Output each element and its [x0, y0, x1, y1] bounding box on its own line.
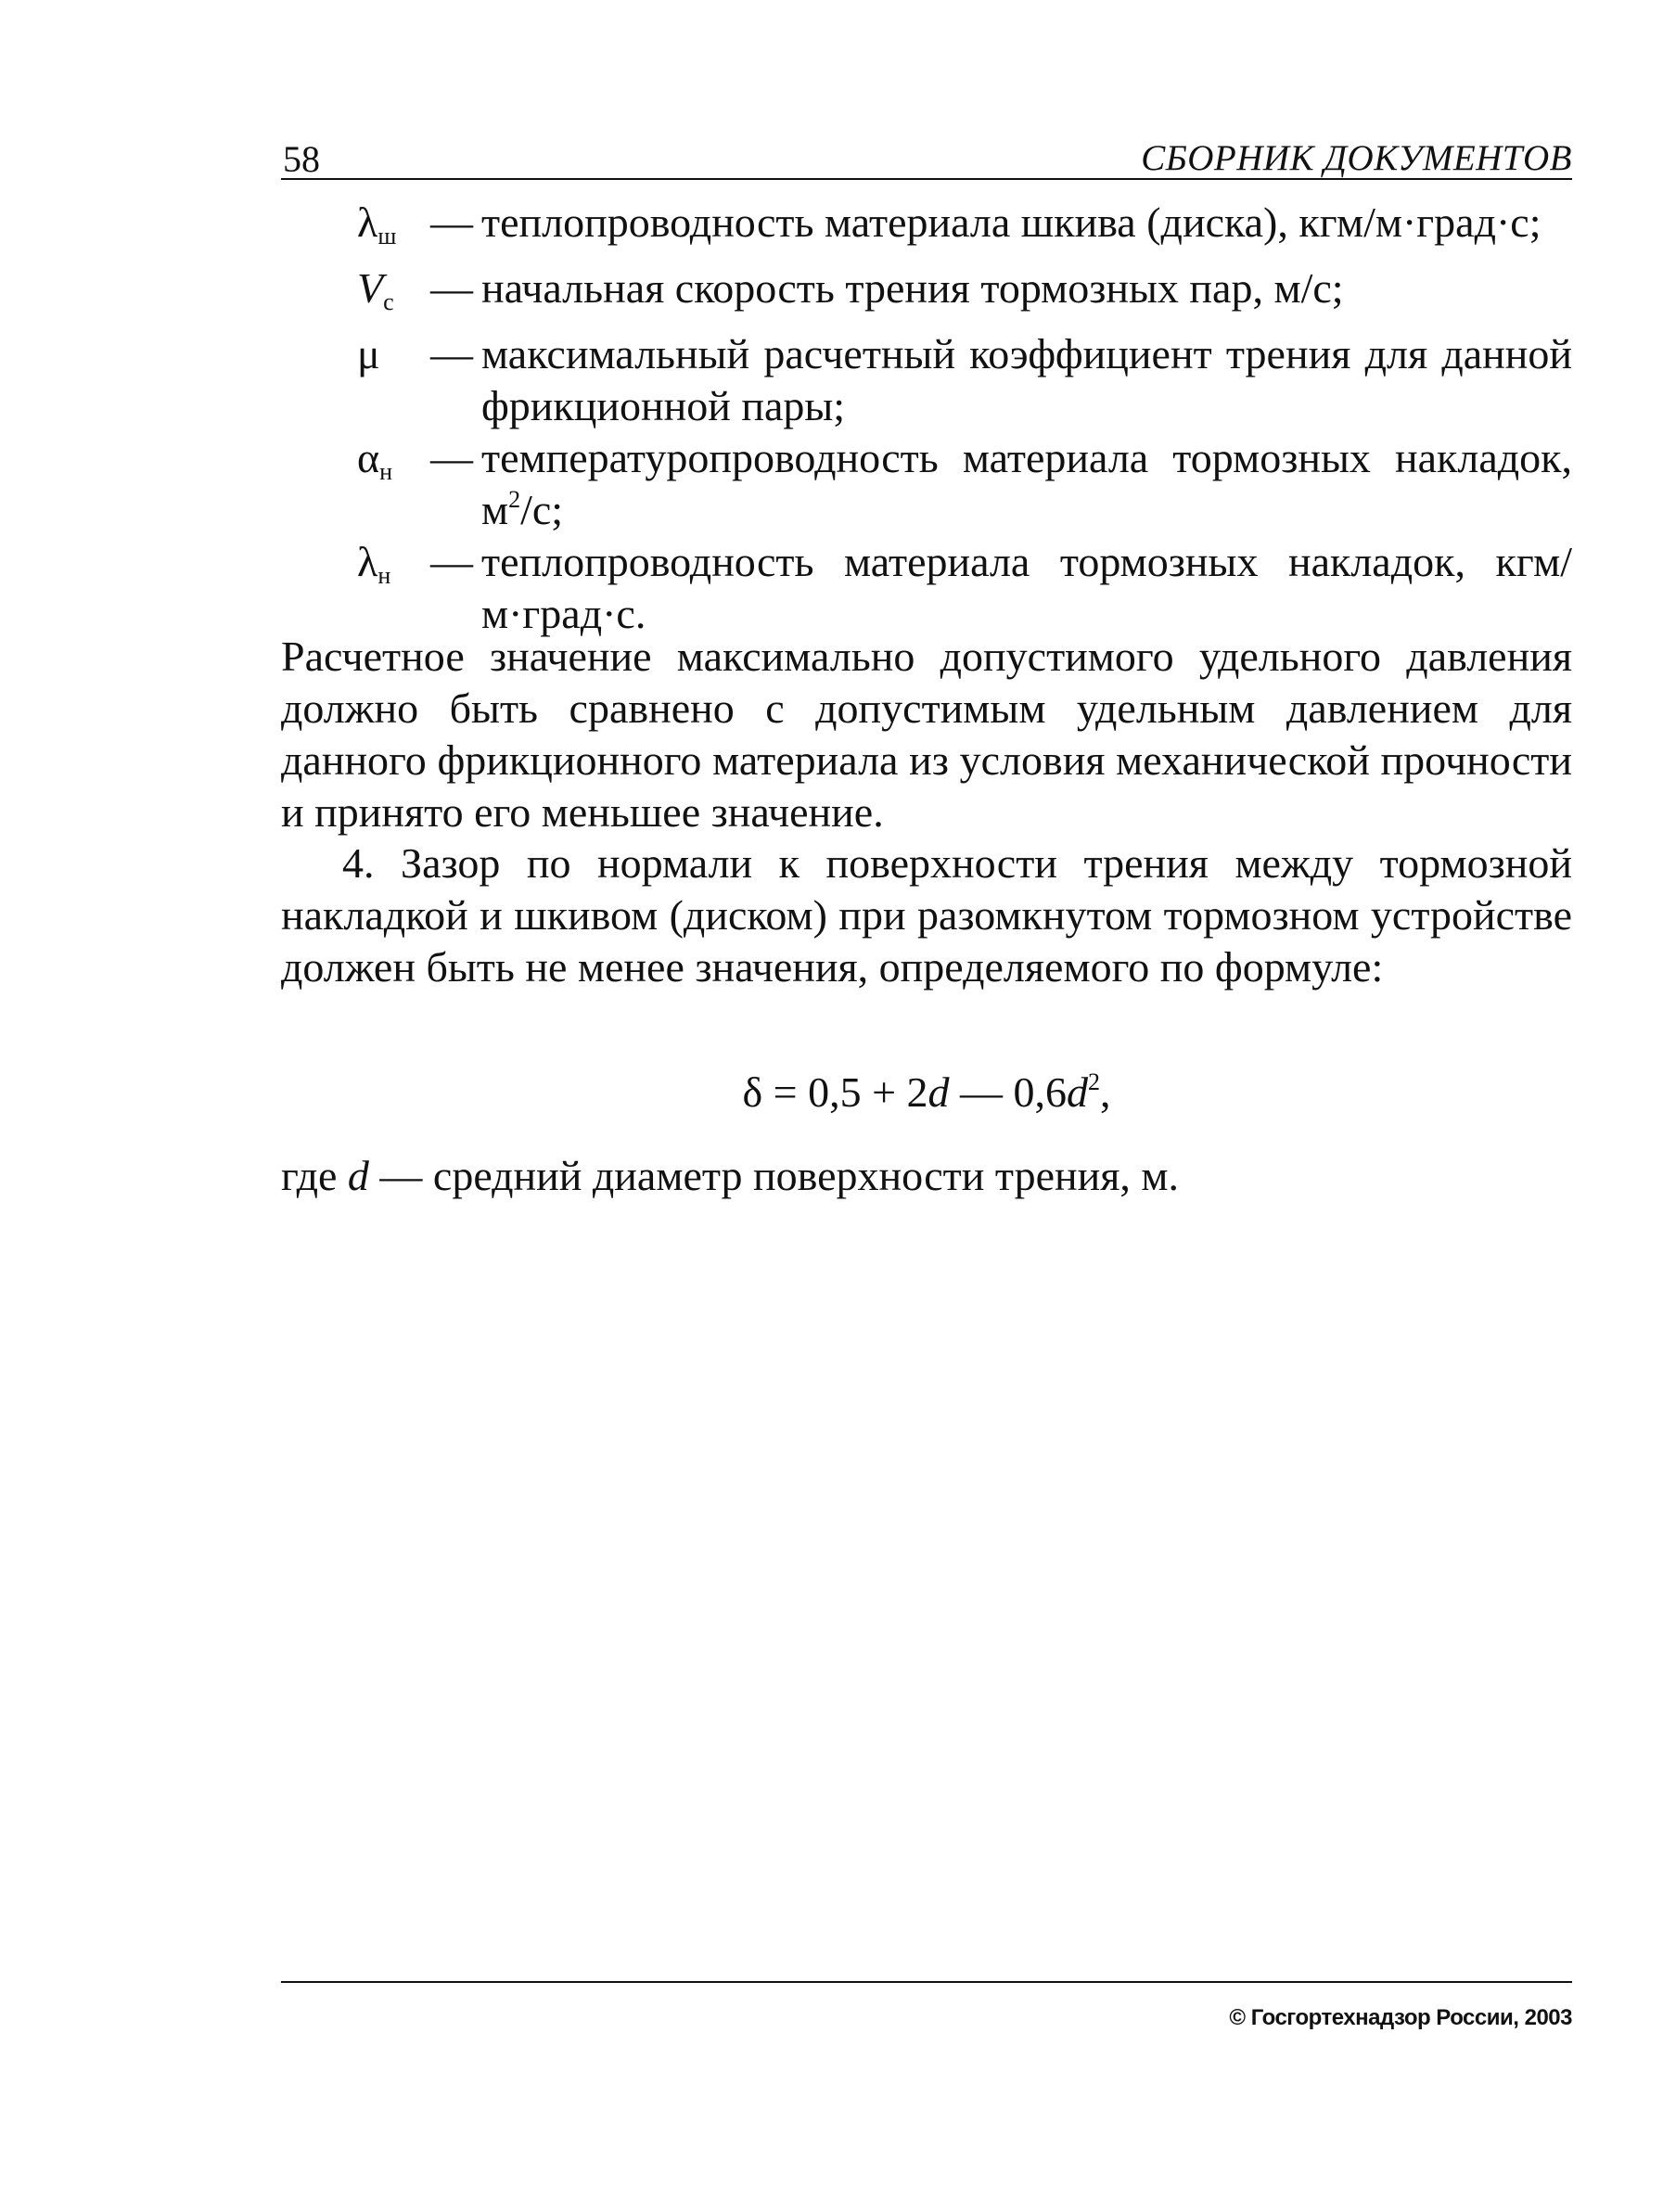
definition-symbol: $\lambda_ш$ [357, 198, 397, 249]
definition-item: μ — максимальный расчетный коэффициент трения для данной фрикционной пары; [281, 328, 1572, 432]
definition-text: температуропроводность материала тормозных накладок, $м^2/с$; [481, 434, 1572, 533]
header-rule [281, 178, 1572, 180]
definition-item: $\alpha_н$ — температуропроводность материала тормозных накладок, $м^2/с$; [281, 432, 1572, 536]
definition-symbol: μ [357, 330, 380, 377]
running-title: СБОРНИК ДОКУМЕНТОВ [1141, 138, 1572, 178]
paragraph-gap: 4. Зазор по нормали к поверхности трения между тормозной накладкой и шкивом (диском) при разомкнутом тормозном устройстве должен быть не менее значения, определяемого по формуле: [281, 839, 1572, 991]
definitions-list [281, 197, 1572, 640]
definition-item: $\lambda_ш$ — теплопроводность материала шкива (диска), кгм/м·град·с; [281, 197, 1572, 262]
definition-symbol: $\alpha_н$ [357, 434, 393, 485]
formula-explanation: где d — средний диаметр поверхности трения, м. [281, 1152, 1179, 1199]
paragraph-pressure: Расчетное значение максимально допустимого удельного давления должно быть сравнено с допустимым удельным давлением для данного фрикционного материала из условия механической прочности и принято его меньшее значение. [281, 633, 1572, 836]
definition-symbol: $\lambda_н$ [357, 538, 391, 589]
page-number: 58 [283, 138, 320, 180]
definition-text: начальная скорость трения тормозных пар, м/с; [481, 264, 1344, 312]
definition-text: максимальный расчетный коэффициент трения для данной фрикционной пары; [481, 330, 1572, 429]
definition-text: теплопроводность материала шкива (диска), кгм/м·град·с; [481, 198, 1541, 246]
copyright-notice: © Госгортехнадзор России, 2003 [1229, 2005, 1572, 2030]
formula: δ = 0,5 + 2d — $0,6d^2$, [742, 1068, 1111, 1116]
definition-item: $V_с$ — начальная скорость трения тормозных пар, м/с; [281, 262, 1572, 328]
definition-text: теплопроводность материала тормозных накладок, кгм/м·град·с. [481, 538, 1572, 637]
definition-item: $\lambda_н$ — теплопроводность материала тормозных накладок, кгм/м·град·с. [281, 536, 1572, 640]
footer-rule [281, 1981, 1572, 1983]
page-header [281, 137, 1572, 178]
definition-symbol: $V_с$ [357, 264, 394, 315]
